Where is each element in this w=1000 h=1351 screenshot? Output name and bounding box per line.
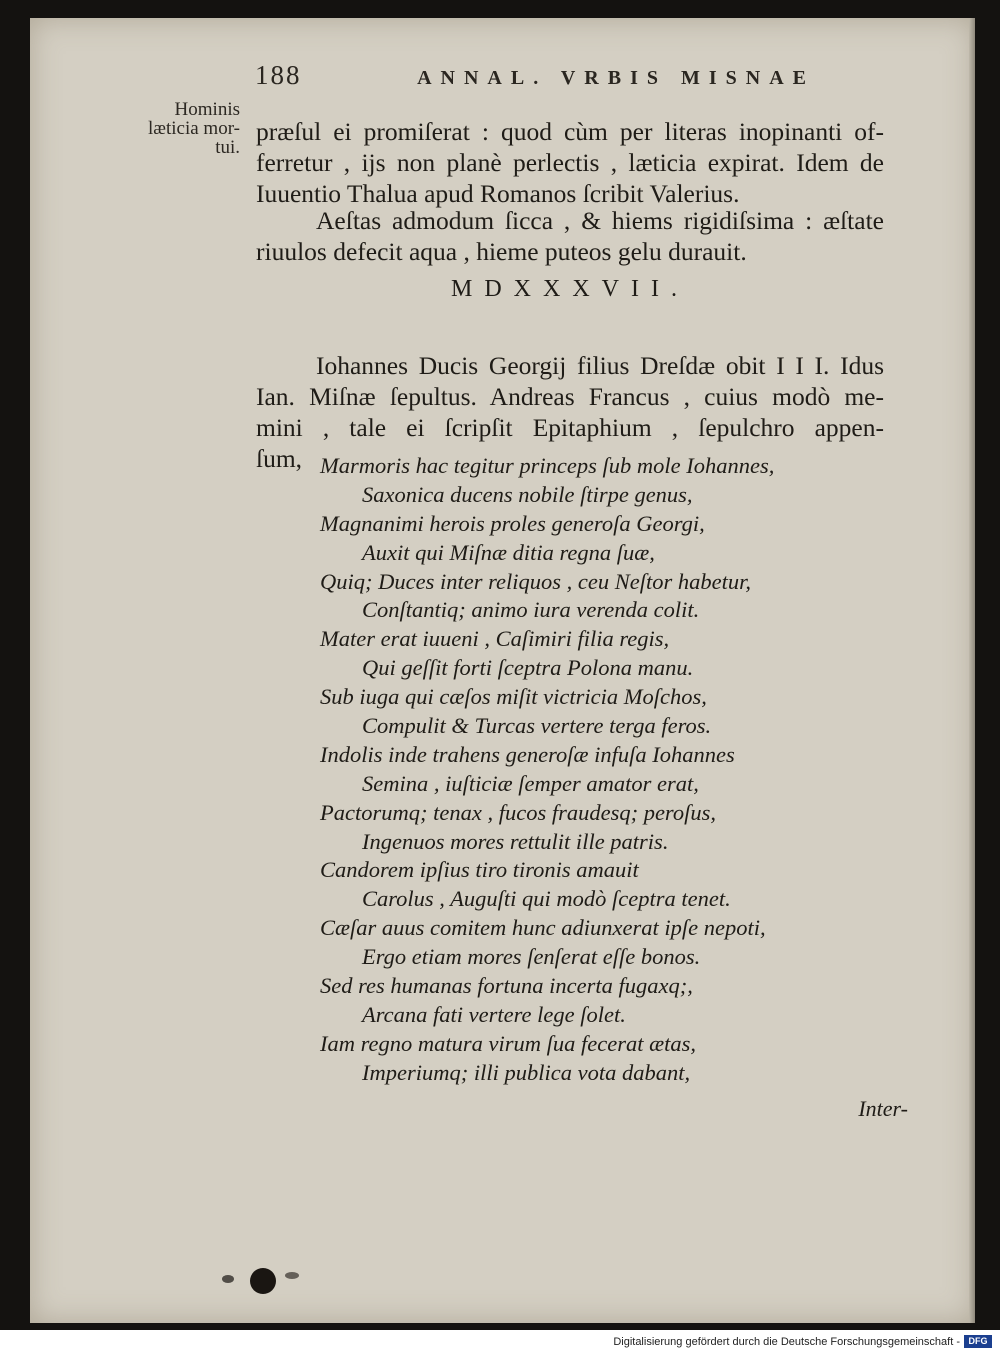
poem-verse: Imperiumq; illi publica vota dabant,	[362, 1059, 691, 1085]
poem-verse: Mater erat iuueni , Caſimiri filia regis,	[320, 626, 670, 652]
poem-verse: Ingenuos mores rettulit ille patris.	[362, 828, 669, 854]
text-line: Iuuentio Thalua apud Romanos ſcribit Valerius.	[256, 179, 740, 208]
poem-verse: Quiq; Duces inter reliquos , ceu Neſtor habetur,	[320, 568, 751, 594]
poem-verse: Sed res humanas fortuna incerta fugaxq;,	[320, 973, 693, 999]
text-line: ferretur , ijs non planè perlectis , læticia expirat. Idem de	[256, 148, 884, 177]
poem-verse: Cæſar auus comitem hunc adiunxerat ipſe nepoti,	[320, 915, 766, 941]
poem-verse: Pactorumq; tenax , fucos fraudesq; peroſus,	[320, 799, 716, 825]
poem-verse: Iam regno matura virum ſua fecerat ætas,	[320, 1030, 697, 1056]
text-line: ſum,	[256, 444, 303, 473]
text-line: mini , tale ei ſcripſit Epitaphium , ſepulchro appen-	[256, 413, 884, 442]
poem-verse: Qui geſſit forti ſceptra Polona manu.	[362, 655, 694, 681]
poem-verse: Sub iuga qui cæſos miſit victricia Moſchos,	[320, 684, 707, 710]
poem-verse: Carolus , Auguſti qui modò ſceptra tenet.	[362, 886, 731, 912]
ink-stain	[222, 1275, 234, 1283]
text-line: Iohannes Ducis Georgij filius Dreſdæ obit I I I. Idus	[316, 351, 884, 380]
paragraph-continuation	[256, 116, 884, 209]
page-edge-shadow	[969, 18, 975, 1323]
paragraph-weather	[256, 205, 884, 267]
digitization-credit: Digitalisierung gefördert durch die Deutsche Forschungsgemeinschaft -	[0, 1333, 1000, 1351]
poem-verse: Auxit qui Miſnæ ditia regna ſuæ,	[362, 539, 655, 565]
page-number: 188	[255, 60, 302, 90]
poem-verse: Saxonica ducens nobile ſtirpe genus,	[362, 481, 693, 507]
margin-note-line: Hominis	[174, 99, 240, 120]
margin-note-line: tui.	[215, 137, 240, 158]
text-line: riuulos defecit aqua , hieme puteos gelu durauit.	[256, 237, 747, 266]
epitaph-poem	[320, 452, 880, 1088]
poem-verse: Marmoris hac tegitur princeps ſub mole Iohannes,	[320, 453, 775, 478]
poem-verse: Ergo etiam mores ſenſerat eſſe bonos.	[362, 944, 701, 970]
poem-verse: Conſtantiq; animo iura verenda colit.	[362, 597, 700, 623]
poem-verse: Indolis inde trahens generoſæ infuſa Iohannes	[320, 741, 735, 767]
poem-verse: Compulit & Turcas vertere terga feros.	[362, 713, 712, 739]
ink-stain	[285, 1272, 299, 1279]
running-head: ANNAL. VRBIS MISNAE	[417, 67, 815, 89]
dfg-logo: DFG	[964, 1335, 992, 1348]
text-line: Aeſtas admodum ſicca , & hiems rigidiſsima : æſtate	[316, 206, 884, 235]
poem-verse: Magnanimi herois proles generoſa Georgi,	[320, 510, 705, 536]
text-line: Ian. Miſnæ ſepultus. Andreas Francus , cuius modò me-	[256, 382, 884, 411]
ink-stain	[250, 1268, 276, 1294]
poem-verse: Arcana fati vertere lege ſolet.	[362, 1001, 626, 1027]
margin-note-line: læticia mor-	[148, 118, 240, 139]
margin-note	[105, 100, 240, 157]
poem-verse: Candorem ipſius tiro tironis amauit	[320, 857, 639, 883]
year-heading: MDXXXVII.	[451, 276, 689, 302]
page-header	[255, 60, 815, 91]
poem-verse: Semina , iuſticiæ ſemper amator erat,	[362, 770, 699, 796]
text-line: præſul ei promiſerat : quod cùm per literas inopinanti of-	[256, 117, 884, 146]
catchword: Inter-	[858, 1096, 908, 1121]
